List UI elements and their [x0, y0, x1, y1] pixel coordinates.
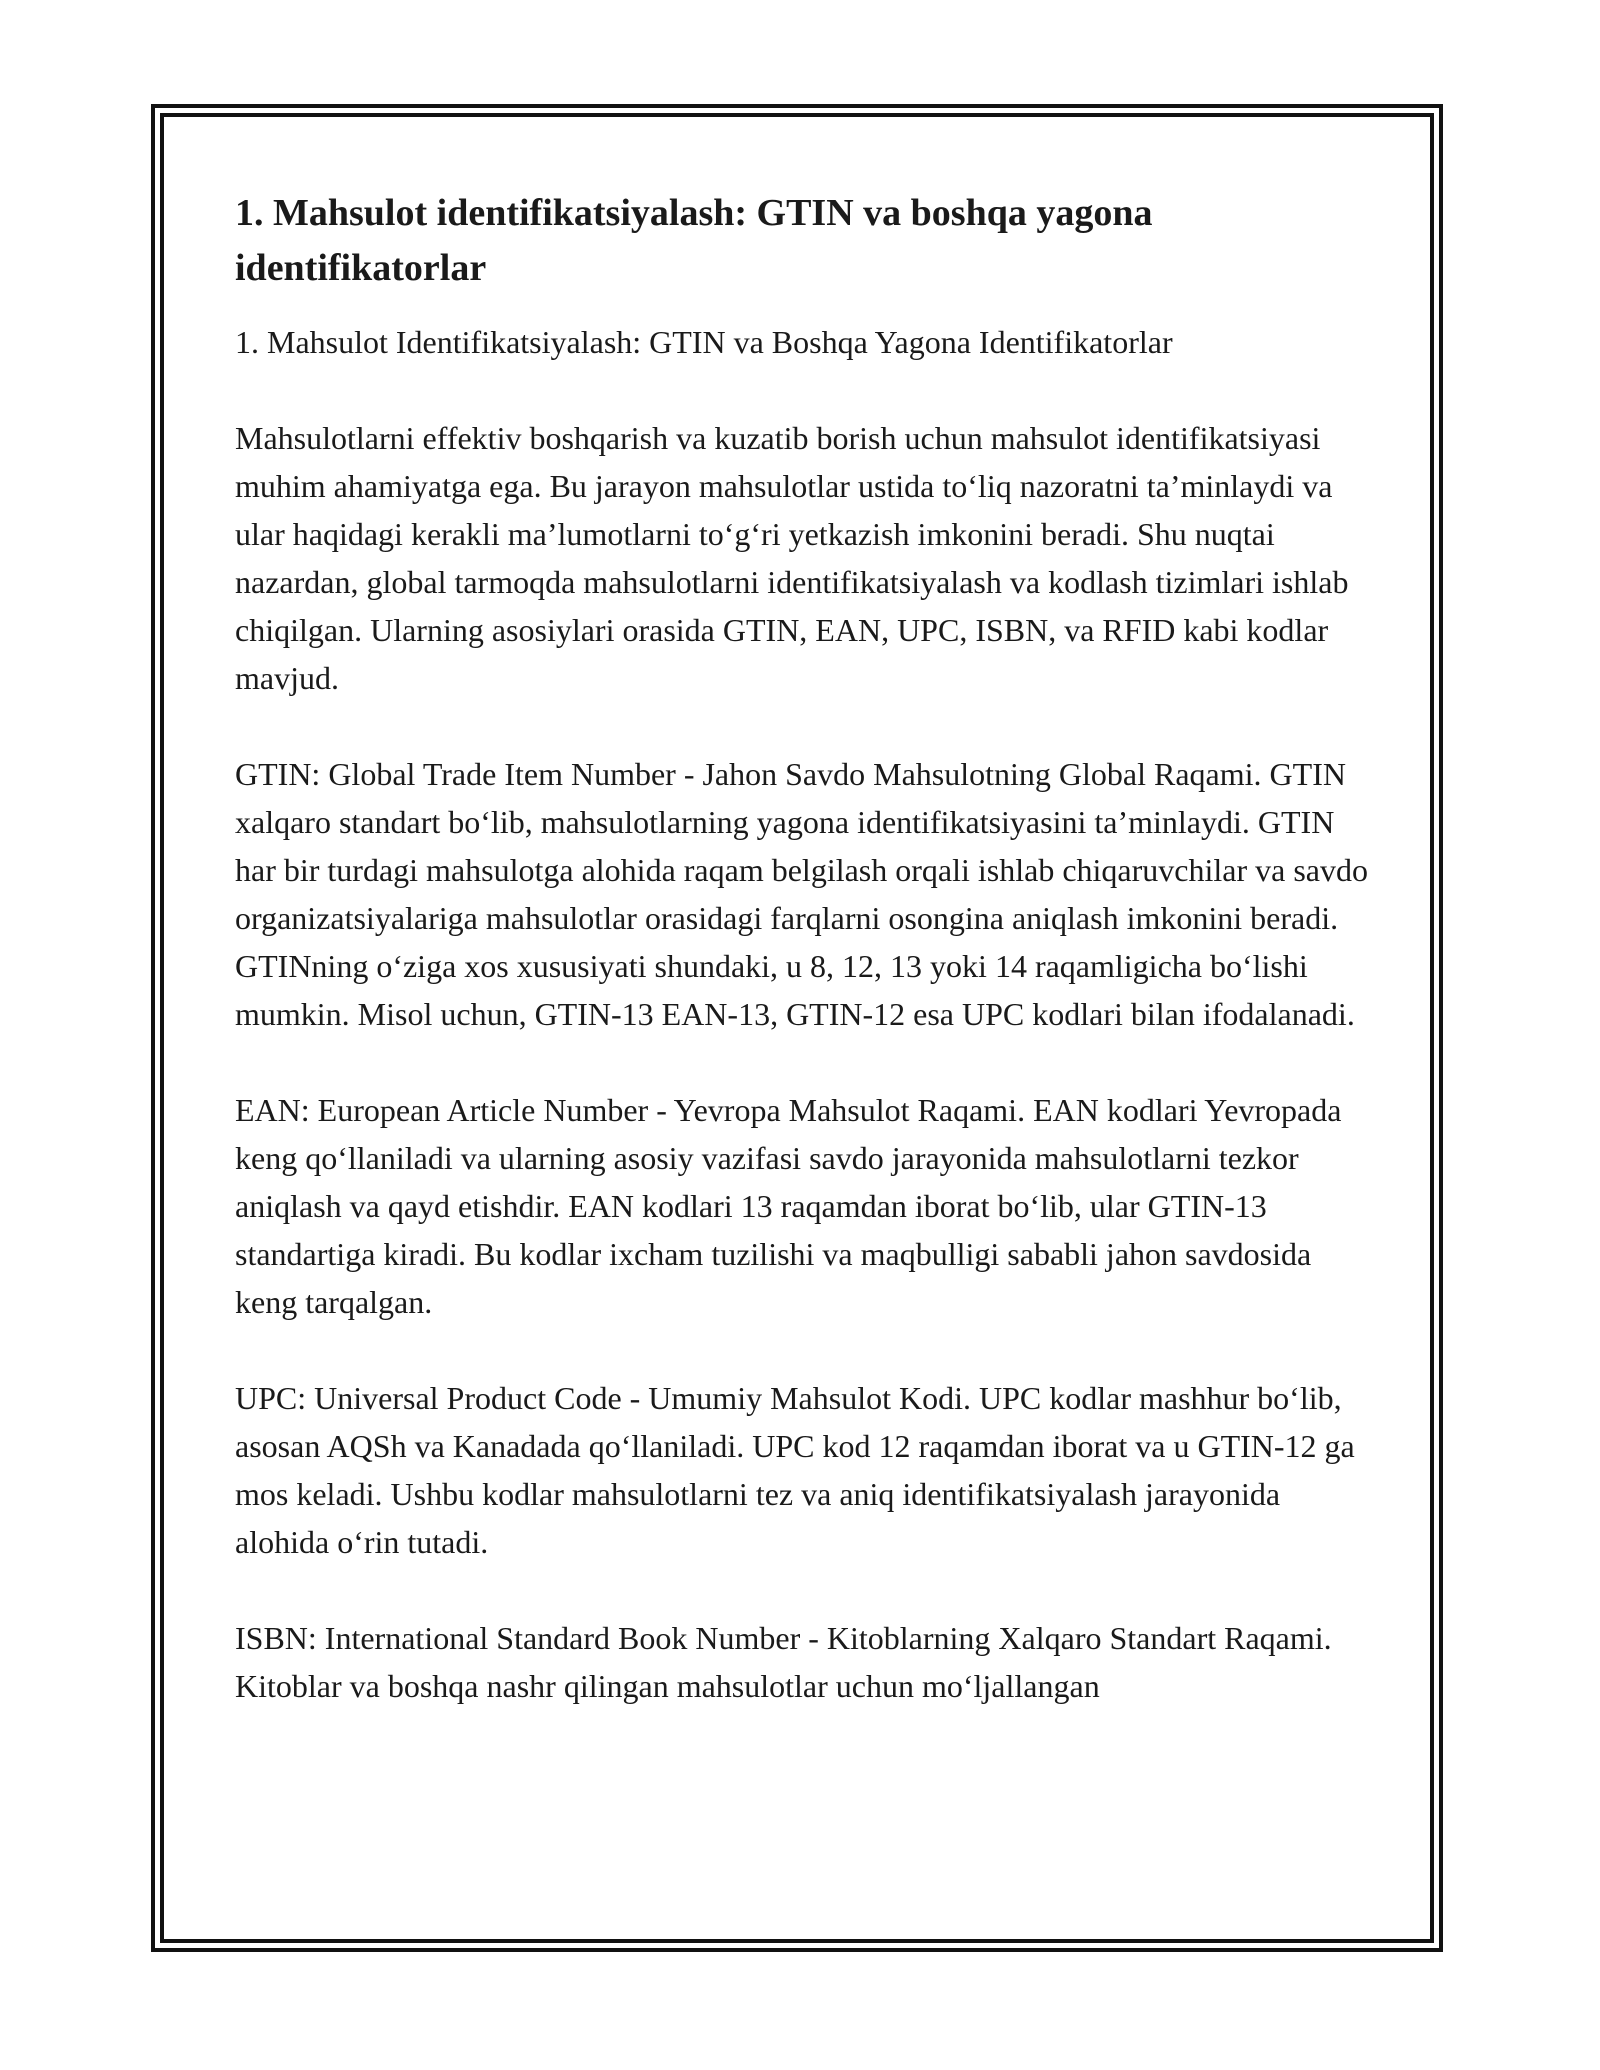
- document-body: [235, 186, 1375, 1758]
- paragraph-gtin: GTIN: Global Trade Item Number - Jahon Savdo Mahsulotning Global Raqami. GTIN xalqaro standart bo‘lib, mahsulotlarning yagona identifikatsiyasini ta’minlaydi. GTIN har bir turdagi mahsulotga alohida raqam belgilash orqali ishlab chiqaruvchilar va savdo organizatsiyalariga mahsulotlar orasidagi farqlarni osongina aniqlash imkonini beradi. GTINning o‘ziga xos xususiyati shundaki, u 8, 12, 13 yoki 14 raqamligicha bo‘lishi mumkin. Misol uchun, GTIN-13 EAN-13, GTIN-12 esa UPC kodlari bilan ifodalanadi.: [235, 756, 1368, 1032]
- paragraph-isbn: ISBN: International Standard Book Number - Kitoblarning Xalqaro Standart Raqami. Kitoblar va boshqa nashr qilingan mahsulotlar uchun mo‘ljallangan: [235, 1620, 1332, 1704]
- section-subtitle: 1. Mahsulot Identifikatsiyalash: GTIN va Boshqa Yagona Identifikatorlar: [235, 324, 1173, 360]
- paragraph-upc: UPC: Universal Product Code - Umumiy Mahsulot Kodi. UPC kodlar mashhur bo‘lib, asosan AQSh va Kanadada qo‘llaniladi. UPC kod 12 raqamdan iborat va u GTIN-12 ga mos keladi. Ushbu kodlar mahsulotlarni tez va aniq identifikatsiyalash jarayonida alohida o‘rin tutadi.: [235, 1380, 1355, 1560]
- paragraph-intro: Mahsulotlarni effektiv boshqarish va kuzatib borish uchun mahsulot identifikatsiyasi muhim ahamiyatga ega. Bu jarayon mahsulotlar ustida to‘liq nazoratni ta’minlaydi va ular haqidagi kerakli ma’lumotlarni to‘g‘ri yetkazish imkonini beradi. Shu nuqtai nazardan, global tarmoqda mahsulotlarni identifikatsiyalash va kodlash tizimlari ishlab chiqilgan. Ularning asosiylari orasida GTIN, EAN, UPC, ISBN, va RFID kabi kodlar mavjud.: [235, 420, 1349, 696]
- section-heading: 1. Mahsulot identifikatsiyalash: GTIN va boshqa yagona identifikatorlar: [235, 192, 1153, 289]
- paragraph-ean: EAN: European Article Number - Yevropa Mahsulot Raqami. EAN kodlari Yevropada keng qo‘llaniladi va ularning asosiy vazifasi savdo jarayonida mahsulotlarni tezkor aniqlash va qayd etishdir. EAN kodlari 13 raqamdan iborat bo‘lib, ular GTIN-13 standartiga kiradi. Bu kodlar ixcham tuzilishi va maqbulligi sababli jahon savdosida keng tarqalgan.: [235, 1092, 1342, 1320]
